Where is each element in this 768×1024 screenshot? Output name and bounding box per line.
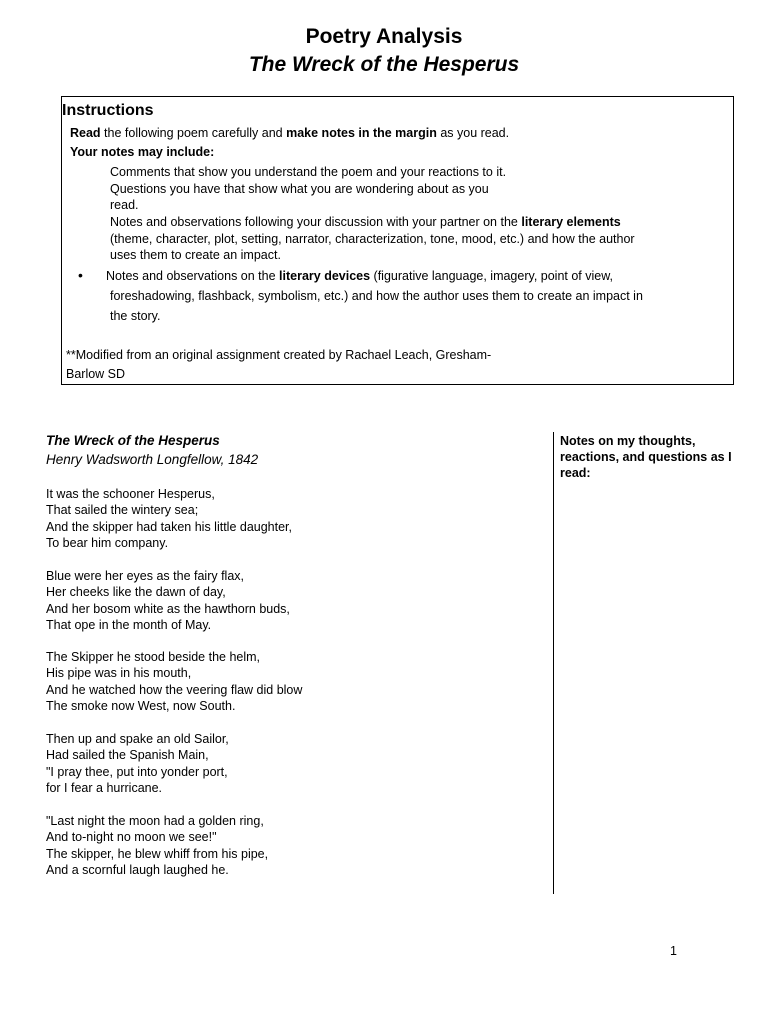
instruction-item-devices-cont: foreshadowing, flashback, symbolism, etc.) and how the author uses them to create an impact in [110, 289, 643, 303]
instruction-item-questions-cont: read. [110, 198, 139, 212]
credit-note: **Modified from an original assignment created by Rachael Leach, Gresham- [66, 348, 492, 362]
poem-line: Had sailed the Spanish Main, [46, 748, 209, 763]
poem-line: And the skipper had taken his little daughter, [46, 519, 292, 534]
page-number: 1 [670, 944, 677, 958]
poem-line: To bear him company. [46, 535, 169, 550]
page-title: Poetry Analysis [305, 25, 463, 48]
instruction-item-devices: Notes and observations on the literary devices (figurative language, imagery, point of view, [106, 269, 614, 283]
poem-line: That sailed the wintery sea; [46, 503, 199, 518]
poem-line: And her bosom white as the hawthorn buds, [46, 601, 290, 616]
poem-line: And he watched how the veering flaw did blow [46, 682, 303, 697]
poem-line: for I fear a hurricane. [46, 780, 163, 795]
instruction-item-comments: Comments that show you understand the poem and your reactions to it. [110, 165, 507, 179]
poem-line: That ope in the month of May. [46, 617, 212, 632]
instruction-item-elements-cont2: uses them to create an impact. [110, 248, 281, 262]
instruction-item-questions: Questions you have that show what you are wondering about as you [110, 182, 489, 196]
instruction-item-devices-cont2: the story. [110, 309, 161, 323]
poem-line: The smoke now West, now South. [46, 698, 236, 713]
credit-note-cont: Barlow SD [66, 367, 126, 381]
read-instruction: Read the following poem carefully and make notes in the margin as you read. [70, 126, 510, 140]
poem-line: "Last night the moon had a golden ring, [46, 814, 264, 828]
instruction-item-elements: Notes and observations following your discussion with your partner on the literary elements [110, 215, 621, 229]
poem-line: It was the schooner Hesperus, [46, 487, 215, 501]
poem-stanza [46, 731, 229, 796]
poem-author: Henry Wadsworth Longfellow, 1842 [46, 452, 259, 467]
poem-line: And to-night no moon we see!" [46, 830, 217, 845]
instructions-box [61, 96, 734, 385]
poem-line: "I pray thee, put into yonder port, [46, 764, 228, 779]
page-subtitle: The Wreck of the Hesperus [248, 53, 520, 76]
notes-include-label: Your notes may include: [70, 145, 215, 159]
poem-line: His pipe was in his mouth, [46, 666, 192, 681]
poem-title: The Wreck of the Hesperus [46, 433, 220, 448]
instruction-item-elements-cont: (theme, character, plot, setting, narrator, characterization, tone, mood, etc.) and how the author [110, 232, 635, 246]
poem-line: Then up and spake an old Sailor, [46, 732, 229, 746]
poem-stanza [46, 568, 290, 633]
poem-line: The Skipper he stood beside the helm, [46, 650, 261, 664]
poem-line: And a scornful laugh laughed he. [46, 862, 229, 877]
poem-line: Her cheeks like the dawn of day, [46, 585, 226, 600]
poem-stanza [46, 813, 268, 878]
instructions-heading: Instructions [62, 102, 154, 119]
margin-divider [553, 432, 554, 894]
poem-stanza [46, 649, 302, 714]
bullet-icon: • [78, 267, 83, 283]
notes-column-heading: Notes on my thoughts, reactions, and questions as I read: [560, 434, 732, 480]
poem-stanza [46, 486, 292, 551]
poem-line: Blue were her eyes as the fairy flax, [46, 569, 245, 583]
poem-line: The skipper, he blew whiff from his pipe, [46, 846, 269, 861]
